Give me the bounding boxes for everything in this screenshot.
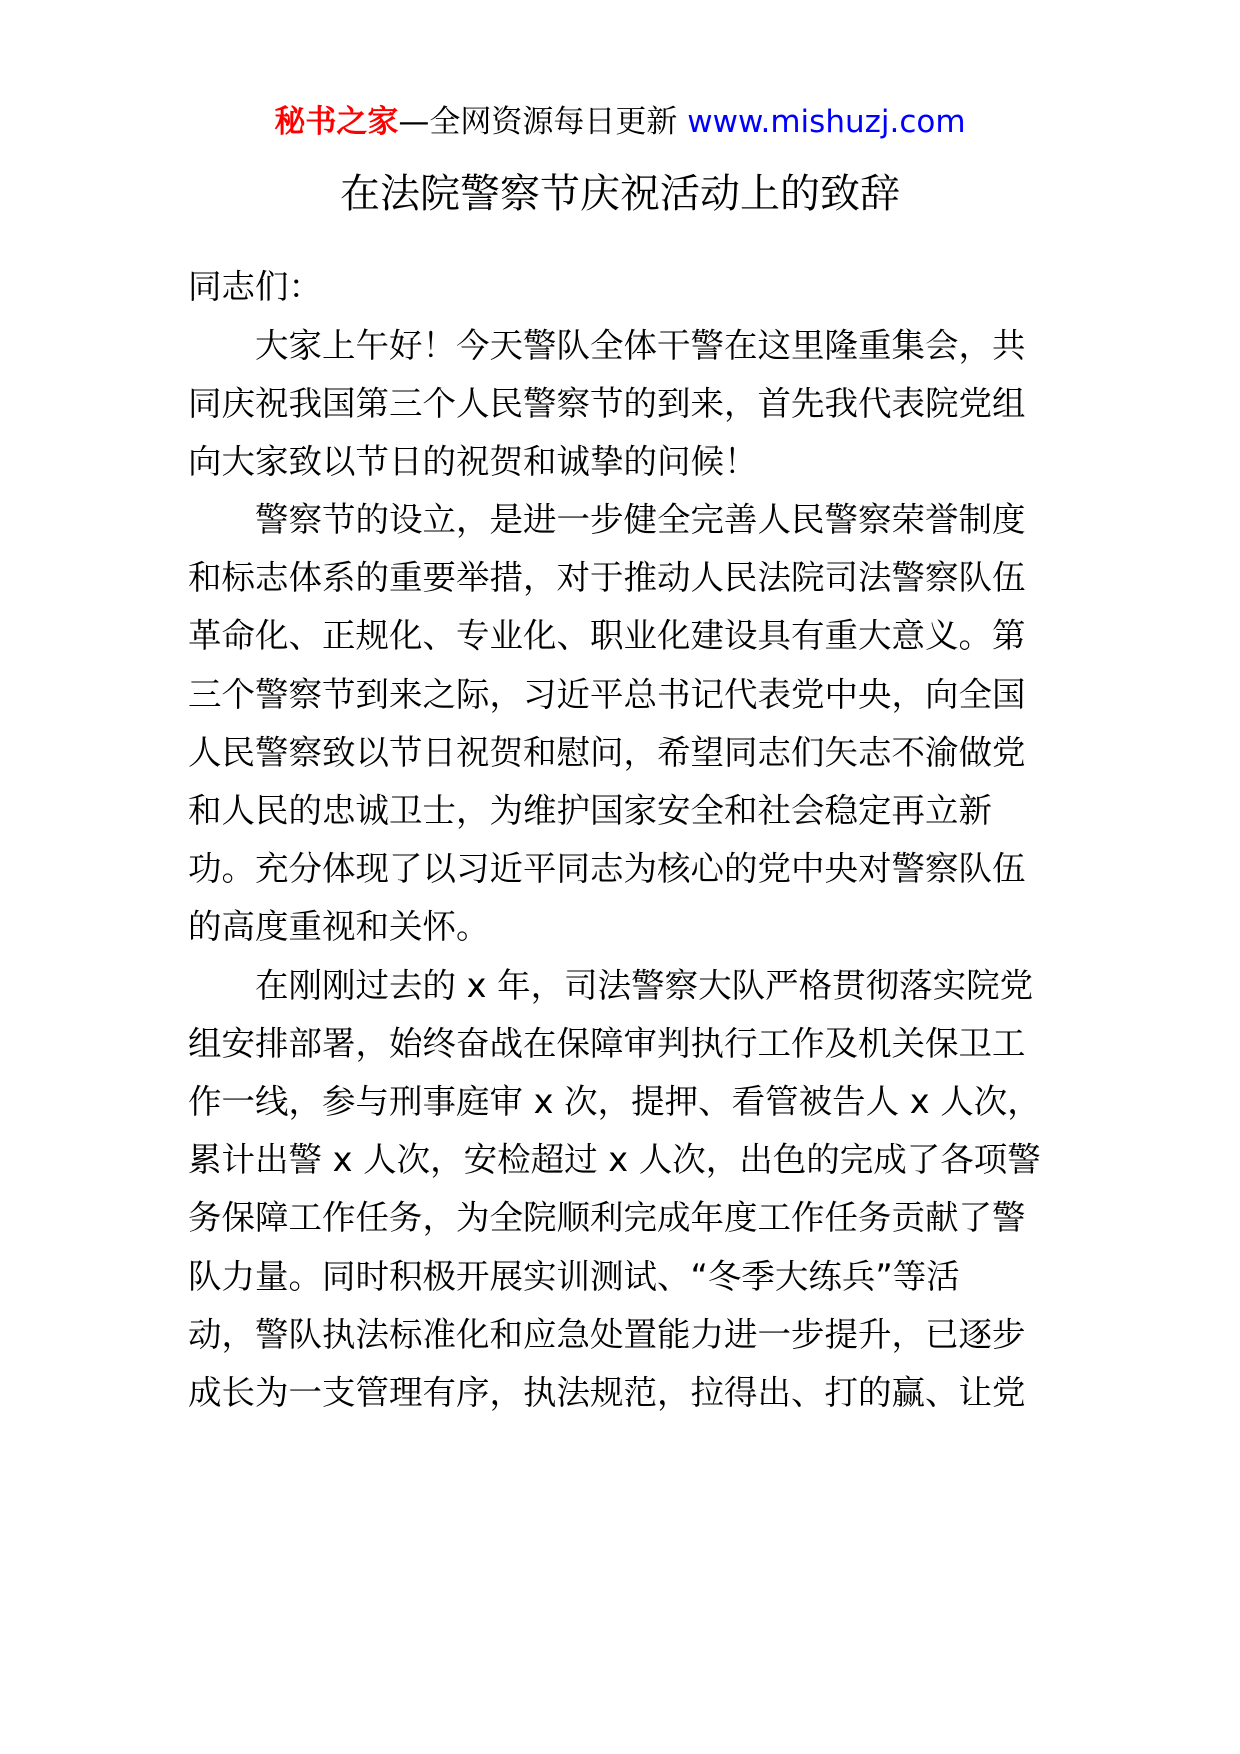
site-url[interactable]: www.mishuzj.com — [687, 104, 966, 140]
body-line: 革命化、正规化、专业化、职业化建设具有重大意义。第 — [188, 616, 1026, 655]
body-line: 动，警队执法标准化和应急处置能力进一步提升，已逐步 — [188, 1315, 1026, 1354]
site-tagline: —全网资源每日更新 — [398, 104, 688, 140]
body-line: 向大家致以节日的祝贺和诚挚的问候！ — [188, 442, 758, 481]
body-line: 务保障工作任务，为全院顺利完成年度工作任务贡献了警 — [188, 1198, 1026, 1237]
body-line: 同志们： — [188, 267, 322, 306]
body-line: 的高度重视和关怀。 — [188, 907, 490, 946]
body-line: 人民警察致以节日祝贺和慰问，希望同志们矢志不渝做党 — [188, 733, 1026, 772]
document-title: 在法院警察节庆祝活动上的致辞 — [340, 171, 900, 217]
body-line: 累计出警 x 人次，安检超过 x 人次，出色的完成了各项警 — [188, 1140, 1041, 1179]
body-line: 警察节的设立，是进一步健全完善人民警察荣誉制度 — [188, 500, 1026, 539]
body-line: 和标志体系的重要举措，对于推动人民法院司法警察队伍 — [188, 558, 1026, 597]
body-line: 组安排部署，始终奋战在保障审判执行工作及机关保卫工 — [188, 1024, 1026, 1063]
body-line: 功。充分体现了以习近平同志为核心的党中央对警察队伍 — [188, 849, 1026, 888]
site-header — [0, 100, 1240, 144]
site-brand: 秘书之家 — [274, 104, 399, 140]
body-line: 和人民的忠诚卫士，为维护国家安全和社会稳定再立新 — [188, 791, 992, 830]
body-line: 队力量。同时积极开展实训测试、“冬季大练兵”等活 — [188, 1257, 960, 1296]
body-line: 作一线，参与刑事庭审 x 次，提押、看管被告人 x 人次， — [188, 1082, 1041, 1121]
body-line: 在刚刚过去的 x 年，司法警察大队严格贯彻落实院党 — [188, 966, 1034, 1005]
body-line: 三个警察节到来之际，习近平总书记代表党中央，向全国 — [188, 675, 1026, 714]
body-line: 成长为一支管理有序，执法规范，拉得出、打的赢、让党 — [188, 1373, 1026, 1412]
body-line: 同庆祝我国第三个人民警察节的到来，首先我代表院党组 — [188, 384, 1026, 423]
body-line: 大家上午好！今天警队全体干警在这里隆重集会，共 — [188, 326, 1026, 365]
